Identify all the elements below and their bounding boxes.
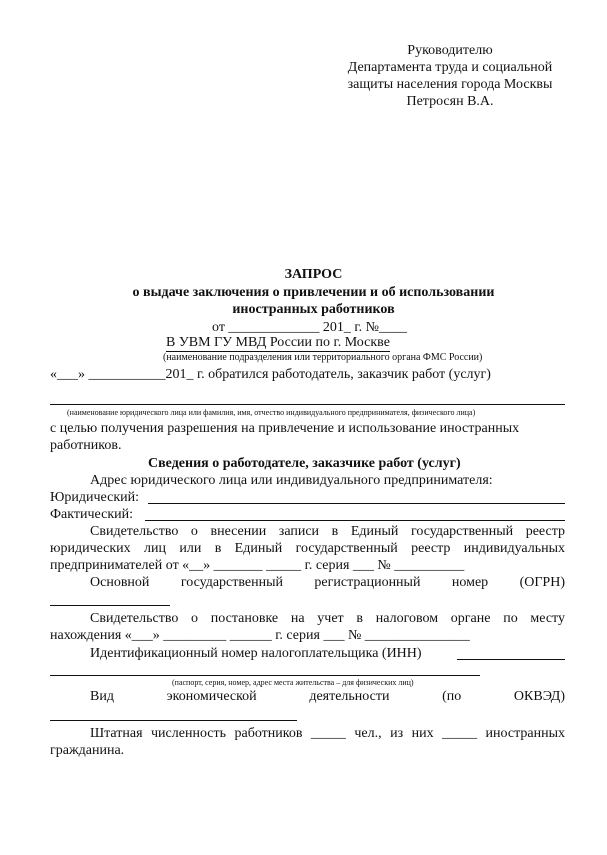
tax-line: Свидетельство о постановке на учет в налоговом органе по месту bbox=[90, 611, 565, 626]
address-intro: Адрес юридического лица или индивидуального предпринимателя: bbox=[90, 473, 493, 488]
employer-line bbox=[50, 404, 565, 405]
egr-line: Свидетельство о внесении записи в Единый государственный реестр bbox=[90, 524, 565, 539]
staff-line: гражданина. bbox=[50, 743, 125, 758]
authority-name: В УВМ ГУ МВД России по г. Москве bbox=[166, 335, 390, 350]
addressee-line: защиты населения города Москвы bbox=[347, 77, 553, 92]
addressee-line: Руководителю bbox=[407, 43, 493, 58]
addressee-line: Департамента труда и социальной bbox=[347, 60, 553, 75]
passport-note: (паспорт, серия, номер, адрес места жительства – для физических лиц) bbox=[172, 678, 414, 687]
tax-line: нахождения «___» _________ ______ г. серия ___ № _______________ bbox=[50, 628, 470, 643]
inn-line: Идентификационный номер налогоплательщика (ИНН) bbox=[90, 646, 422, 661]
legal-address-field bbox=[148, 503, 565, 504]
section-heading: Сведения о работодателе, заказчике работ (услуг) bbox=[148, 456, 461, 471]
actual-address-label: Фактический: bbox=[50, 507, 133, 522]
legal-address-label: Юридический: bbox=[50, 490, 139, 505]
okved-field bbox=[50, 720, 297, 721]
actual-address-field bbox=[145, 520, 565, 521]
applied-line: «___» ___________201_ г. обратился работодатель, заказчик работ (услуг) bbox=[50, 367, 491, 382]
inn-field-2 bbox=[50, 675, 480, 676]
date-number-line: от _____________ 201_ г. №____ bbox=[212, 320, 407, 335]
inn-field bbox=[457, 659, 565, 660]
ogrn-field bbox=[50, 605, 170, 606]
egr-line: юридических лиц или в Единый государственный реестр индивидуальных bbox=[50, 541, 565, 556]
purpose-line: работников. bbox=[50, 438, 122, 453]
ogrn-line: Основной государственный регистрационный номер (ОГРН) bbox=[90, 575, 565, 590]
purpose-line: с целью получения разрешения на привлечение и использование иностранных bbox=[50, 421, 520, 436]
okved-line: Вид экономической деятельности (по ОКВЭД) bbox=[90, 689, 565, 704]
document-heading: ЗАПРОС bbox=[284, 267, 343, 282]
authority-note: (наименование подразделения или территориального органа ФМС России) bbox=[163, 352, 483, 363]
addressee-block bbox=[320, 42, 580, 110]
employer-note: (наименование юридического лица или фамилия, имя, отчество индивидуального предпринимателя, физического лица) bbox=[67, 408, 476, 417]
staff-line: Штатная численность работников _____ чел., из них _____ иностранных bbox=[90, 726, 565, 741]
egr-line: предпринимателей от «__» _______ _____ г. серия ___ № __________ bbox=[50, 558, 465, 573]
document-subtitle: иностранных работников bbox=[232, 302, 395, 317]
document-subtitle: о выдаче заключения о привлечении и об использовании bbox=[132, 285, 495, 300]
addressee-line: Петросян В.А. bbox=[406, 94, 494, 109]
